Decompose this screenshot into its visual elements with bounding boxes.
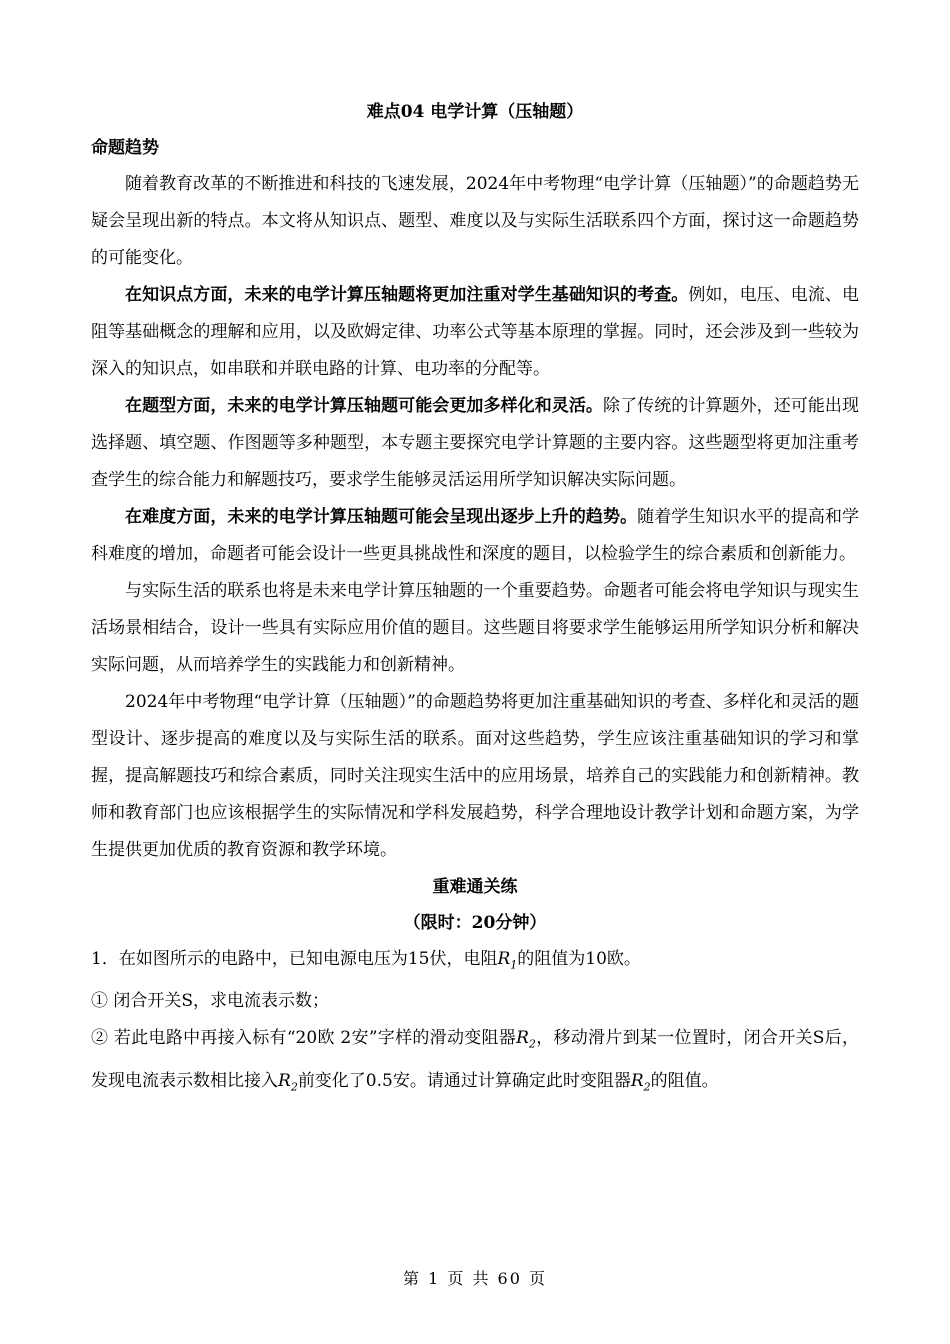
paragraph-intro: 随着教育改革的不断推进和科技的飞速发展，2024年中考物理“电学计算（压轴题）”的命题趋势无疑会呈现出新的特点。本文将从知识点、题型、难度以及与实际生活联系四个方面，探讨这一命题趋势的可能变化。	[91, 174, 859, 268]
document-title: 难点04 电学计算（压轴题）	[366, 102, 584, 122]
paragraph-question-types-body: 除了传统的计算题外，还可能出现选择题、填空题、作图题等多种题型，本专题主要探究电学计算题的主要内容。这些题型将更加注重考查学生的综合能力和解题技巧，要求学生能够灵活运用所学知识解决实际问题。	[91, 396, 859, 490]
r2-symbol: $R_2$	[516, 1028, 536, 1051]
paragraph-knowledge-body: 例如，电压、电流、电阻等基础概念的理解和应用，以及欧姆定律、功率公式等基本原理的掌握。同时，还会涉及到一些较为深入的知识点，如串联和并联电路的计算、电功率的分配等。	[91, 285, 860, 379]
r2-symbol: $R_2$	[630, 1070, 651, 1094]
paragraph-real-life: 与实际生活的联系也将是未来电学计算压轴题的一个重要趋势。命题者可能会将电学知识与现实生活场景相结合，设计一些具有实际应用价值的题目。这些题目将要求学生能够运用所学知识分析和解决实际问题，从而培养学生的实践能力和创新精神。	[91, 581, 859, 675]
paragraph-difficulty-lead: 在难度方面，未来的电学计算压轴题可能会呈现出逐步上升的趋势。	[125, 507, 638, 527]
paragraph-difficulty-body: 随着学生知识水平的提高和学科难度的增加，命题者可能会设计一些更具挑战性和深度的题目，以检验学生的综合素质和创新能力。	[91, 507, 860, 564]
document-page	[91, 94, 859, 1105]
paragraph-knowledge	[91, 277, 859, 388]
r1-symbol: $R_1$	[497, 949, 518, 972]
section-heading: 命题趋势	[91, 138, 159, 158]
question-1-stem: 1．在如图所示的电路中，已知电源电压为15伏，电阻$R_1$的阻值为10欧。	[91, 949, 641, 972]
paragraph-difficulty	[91, 499, 859, 573]
practice-title: 重难通关练	[432, 877, 518, 897]
page-footer: 第 1 页 共 60 页	[403, 1269, 547, 1288]
time-limit: （限时：20分钟）	[403, 913, 547, 933]
paragraph-question-types	[91, 388, 859, 499]
r2-symbol: $R_2$	[278, 1070, 298, 1094]
paragraph-question-types-lead: 在题型方面，未来的电学计算压轴题可能会更加多样化和灵活。	[125, 396, 603, 416]
question-1-item-2: ② 若此电路中再接入标有“20欧 2安”字样的滑动变阻器$R_2$，移动滑片到某一位置时，闭合开关S后，发现电流表示数相比接入$R_2$前变化了0.5安。请通过计算确定此时变阻器$R_2$的阻值。	[91, 1028, 859, 1094]
paragraph-summary: 2024年中考物理“电学计算（压轴题）”的命题趋势将更加注重基础知识的考查、多样化和灵活的题型设计、逐步提高的难度以及与实际生活的联系。面对这些趋势，学生应该注重基础知识的学习和掌握，提高解题技巧和综合素质，同时关注现实生活中的应用场景，培养自己的实践能力和创新精神。教师和教育部门也应该根据学生的实际情况和学科发展趋势，科学合理地设计教学计划和命题方案，为学生提供更加优质的教育资源和教学环境。	[91, 692, 859, 860]
question-1-item-1: ① 闭合开关S，求电流表示数；	[91, 991, 330, 1012]
paragraph-knowledge-lead: 在知识点方面，未来的电学计算压轴题将更加注重对学生基础知识的考查。	[125, 285, 689, 305]
